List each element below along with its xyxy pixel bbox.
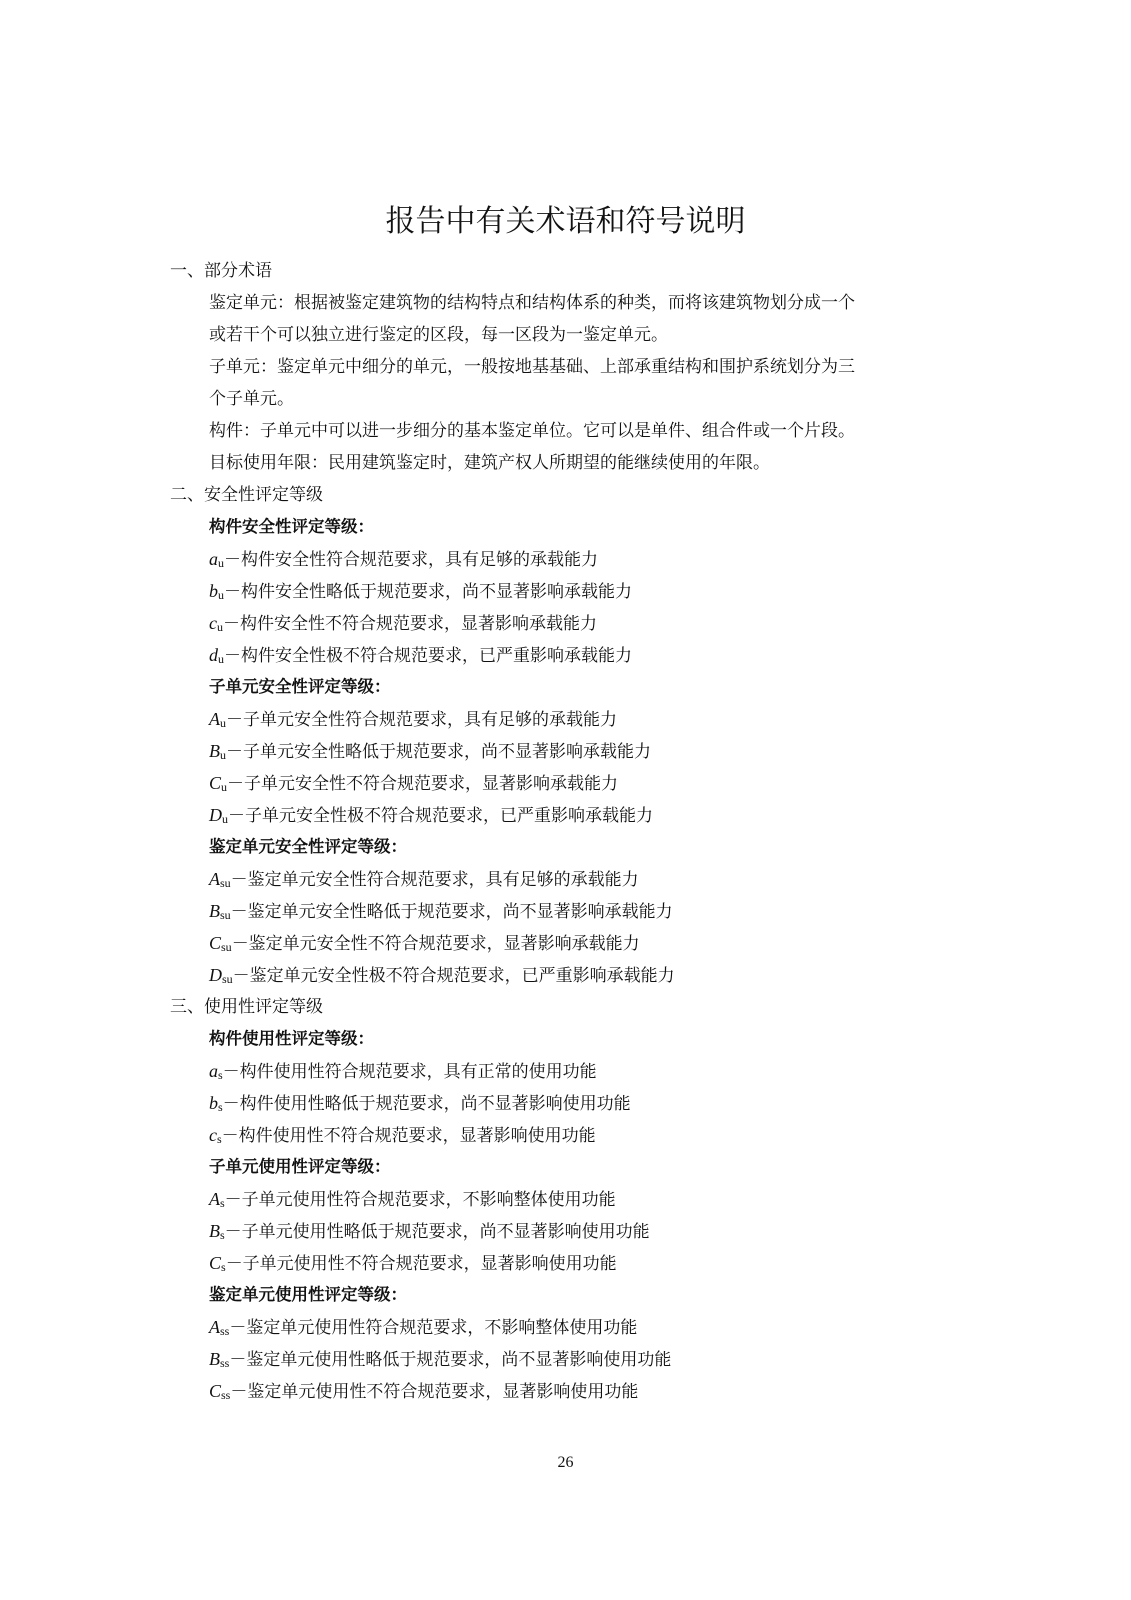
term-line: 构件：子单元中可以进一步细分的基本鉴定单位。它可以是单件、组合件或一个片段。 (209, 421, 855, 441)
page-title: 报告中有关术语和符号说明 (385, 204, 746, 239)
grade-description: －子单元使用性符合规范要求，不影响整体使用功能 (224, 1190, 616, 1210)
grade-description: －构件安全性不符合规范要求，显著影响承载能力 (223, 614, 597, 634)
grade-description: －鉴定单元使用性符合规范要求，不影响整体使用功能 (229, 1318, 638, 1338)
grade-symbol: $c_s$ (209, 1125, 222, 1146)
group-title-unit-serviceability: 鉴定单元使用性评定等级： (209, 1285, 407, 1304)
grade-description: －构件使用性符合规范要求，具有正常的使用功能 (222, 1062, 597, 1082)
grade-description: －子单元安全性略低于规范要求，尚不显著影响承载能力 (226, 742, 651, 762)
grade-item (170, 735, 960, 767)
grade-description: －鉴定单元使用性不符合规范要求，显著影响使用功能 (230, 1382, 639, 1402)
section-heading-terms: 一、部分术语 (170, 261, 272, 281)
grade-item (170, 607, 960, 639)
grade-description: －子单元使用性不符合规范要求，显著影响使用功能 (225, 1254, 617, 1274)
grade-item (170, 799, 960, 831)
grade-description: －子单元安全性符合规范要求，具有足够的承载能力 (226, 710, 617, 730)
grade-description: －子单元安全性极不符合规范要求，已严重影响承载能力 (228, 806, 653, 826)
section-heading-safety: 二、安全性评定等级 (170, 485, 323, 505)
grade-symbol: $B_u$ (209, 741, 226, 762)
grade-item (170, 927, 960, 959)
grade-symbol: $a_u$ (209, 549, 224, 570)
grade-symbol: $b_u$ (209, 581, 224, 602)
grade-item (170, 639, 960, 671)
grade-item (170, 1375, 960, 1407)
grade-description: －鉴定单元安全性略低于规范要求，尚不显著影响承载能力 (230, 902, 673, 922)
grade-description: －构件使用性略低于规范要求，尚不显著影响使用功能 (222, 1094, 631, 1114)
grade-description: －构件安全性极不符合规范要求，已严重影响承载能力 (224, 646, 632, 666)
grade-item (170, 1055, 960, 1087)
grade-symbol: $A_{su}$ (209, 869, 231, 890)
grade-item (170, 863, 960, 895)
section-heading-serviceability: 三、使用性评定等级 (170, 997, 323, 1017)
grade-item (170, 1119, 960, 1151)
grade-description: －子单元安全性不符合规范要求，显著影响承载能力 (227, 774, 619, 794)
grade-symbol: $c_u$ (209, 613, 223, 634)
grade-item (170, 1311, 960, 1343)
term-line: 个子单元。 (209, 389, 294, 409)
grade-description: －鉴定单元安全性不符合规范要求，显著影响承载能力 (231, 934, 640, 954)
group-title-unit-safety: 鉴定单元安全性评定等级： (209, 837, 407, 856)
term-line: 鉴定单元：根据被鉴定建筑物的结构特点和结构体系的种类，而将该建筑物划分成一个 (209, 293, 855, 313)
grade-description: －子单元使用性略低于规范要求，尚不显著影响使用功能 (224, 1222, 650, 1242)
grade-symbol: $B_{su}$ (209, 901, 231, 922)
grade-symbol: $d_u$ (209, 645, 224, 666)
group-title-member-serviceability: 构件使用性评定等级： (209, 1029, 374, 1048)
grade-symbol: $B_{ss}$ (209, 1349, 230, 1370)
term-line: 或若干个可以独立进行鉴定的区段，每一区段为一鉴定单元。 (209, 325, 668, 345)
grade-item (170, 1183, 960, 1215)
page-number: 26 (557, 1454, 574, 1471)
grade-symbol: $A_u$ (209, 709, 226, 730)
grade-item (170, 1215, 960, 1247)
grade-symbol: $a_s$ (209, 1061, 223, 1082)
grade-description: －鉴定单元安全性极不符合规范要求，已严重影响承载能力 (232, 966, 675, 986)
document-body (170, 255, 960, 1407)
grade-symbol: $b_s$ (209, 1093, 223, 1114)
group-title-member-safety: 构件安全性评定等级： (209, 517, 374, 536)
grade-item (170, 543, 960, 575)
grade-description: －鉴定单元安全性符合规范要求，具有足够的承载能力 (230, 870, 639, 890)
grade-item (170, 959, 960, 991)
grade-item (170, 1247, 960, 1279)
grade-description: －构件安全性略低于规范要求，尚不显著影响承载能力 (224, 582, 632, 602)
grade-symbol: $C_{su}$ (209, 933, 232, 954)
grade-description: －鉴定单元使用性略低于规范要求，尚不显著影响使用功能 (229, 1350, 672, 1370)
grade-item (170, 895, 960, 927)
grade-description: －构件使用性不符合规范要求，显著影响使用功能 (221, 1126, 596, 1146)
grade-description: －构件安全性符合规范要求，具有足够的承载能力 (224, 550, 598, 570)
grade-symbol: $C_u$ (209, 773, 228, 794)
grade-item (170, 703, 960, 735)
grade-symbol: $B_s$ (209, 1221, 225, 1242)
grade-symbol: $A_{ss}$ (209, 1317, 230, 1338)
grade-item (170, 767, 960, 799)
grade-symbol: $D_u$ (209, 805, 228, 826)
grade-symbol: $C_s$ (209, 1253, 226, 1274)
term-line: 目标使用年限：民用建筑鉴定时，建筑产权人所期望的能继续使用的年限。 (209, 453, 770, 473)
group-title-subunit-serviceability: 子单元使用性评定等级： (209, 1157, 391, 1176)
grade-item (170, 1343, 960, 1375)
grade-symbol: $A_s$ (209, 1189, 225, 1210)
grade-symbol: $D_{su}$ (209, 965, 233, 986)
term-line: 子单元：鉴定单元中细分的单元，一般按地基基础、上部承重结构和围护系统划分为三 (209, 357, 855, 377)
grade-symbol: $C_{ss}$ (209, 1381, 231, 1402)
grade-item (170, 575, 960, 607)
group-title-subunit-safety: 子单元安全性评定等级： (209, 677, 391, 696)
grade-item (170, 1087, 960, 1119)
